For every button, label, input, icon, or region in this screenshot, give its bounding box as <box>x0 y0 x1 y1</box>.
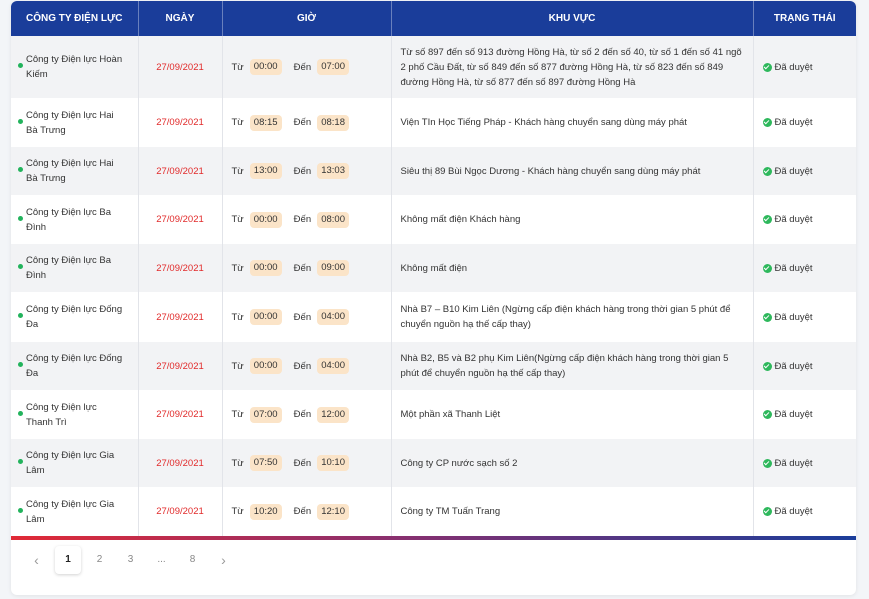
to-label: Đến <box>293 360 312 372</box>
to-time-badge: 08:18 <box>317 115 349 131</box>
to-time-badge: 04:00 <box>317 309 349 325</box>
from-time-badge: 00:00 <box>250 212 282 228</box>
to-label: Đến <box>293 311 312 323</box>
column-header-company: CÔNG TY ĐIỆN LỰC <box>11 1 138 36</box>
company-cell <box>11 390 138 439</box>
check-circle-icon <box>763 264 772 273</box>
area-cell: Không mất điện <box>391 244 753 292</box>
status-badge: Đã duyệt <box>774 165 813 177</box>
to-time-badge: 10:10 <box>317 455 349 471</box>
page-ellipsis: ... <box>157 554 166 565</box>
date-cell: 27/09/2021 <box>138 342 222 390</box>
check-circle-icon <box>763 362 772 371</box>
chevron-right-icon: › <box>221 552 226 568</box>
table-body <box>11 36 856 536</box>
area-cell: Không mất điện Khách hàng <box>391 195 753 244</box>
date-cell: 27/09/2021 <box>138 244 222 292</box>
from-label: Từ <box>231 117 244 128</box>
to-time-badge: 13:03 <box>317 163 349 179</box>
from-time-badge: 00:00 <box>250 309 282 325</box>
page-button[interactable]: 2 <box>96 554 103 565</box>
company-name: Công ty Điện lực Gia Lâm <box>26 498 115 525</box>
status-badge: Đã duyệt <box>774 409 813 420</box>
time-cell <box>222 342 391 390</box>
company-name: Công ty Điện lực Đống Đa <box>26 304 123 330</box>
active-dot-icon <box>18 167 23 172</box>
to-label: Đến <box>293 457 312 469</box>
to-label: Đến <box>293 506 312 517</box>
company-cell <box>11 36 138 98</box>
date-cell: 27/09/2021 <box>138 195 222 244</box>
company-cell <box>11 439 138 487</box>
table-row <box>11 292 856 342</box>
table-row <box>11 487 856 536</box>
status-cell <box>753 36 856 98</box>
company-name: Công ty Điện lực Hai Bà Trưng <box>26 158 114 184</box>
to-label: Đến <box>293 61 312 73</box>
company-name: Công ty Điện lực Hoàn Kiếm <box>26 54 123 80</box>
pagination <box>11 540 856 580</box>
from-label: Từ <box>231 262 244 274</box>
table-header-row <box>11 1 856 36</box>
time-cell <box>222 244 391 292</box>
to-label: Đến <box>293 165 312 177</box>
date-cell: 27/09/2021 <box>138 292 222 342</box>
from-time-badge: 08:15 <box>250 115 282 131</box>
check-circle-icon <box>763 215 772 224</box>
table-row <box>11 342 856 390</box>
status-badge: Đã duyệt <box>774 457 813 469</box>
from-time-badge: 13:00 <box>250 163 282 179</box>
from-label: Từ <box>231 457 244 469</box>
to-label: Đến <box>293 409 312 420</box>
company-name: Công ty Điện lực Đống Đa <box>26 353 123 379</box>
time-cell <box>222 98 391 147</box>
time-cell <box>222 390 391 439</box>
status-badge: Đã duyệt <box>774 61 813 73</box>
outage-schedule-card <box>11 1 856 595</box>
status-badge: Đã duyệt <box>774 506 813 517</box>
from-label: Từ <box>231 506 244 517</box>
from-time-badge: 07:00 <box>250 407 282 423</box>
status-badge: Đã duyệt <box>774 311 813 323</box>
table-row <box>11 195 856 244</box>
company-name: Công ty Điện lực Ba Đình <box>26 255 112 281</box>
from-time-badge: 10:20 <box>250 504 282 520</box>
active-dot-icon <box>18 459 23 464</box>
area-cell: Một phần xã Thanh Liệt <box>391 390 753 439</box>
status-badge: Đã duyệt <box>774 360 813 372</box>
status-cell <box>753 292 856 342</box>
to-time-badge: 12:00 <box>317 407 349 423</box>
table-row <box>11 147 856 195</box>
company-name: Công ty Điện lực Thanh Trì <box>26 401 97 428</box>
company-cell <box>11 487 138 536</box>
next-page-button[interactable] <box>208 546 239 574</box>
active-dot-icon <box>18 119 23 124</box>
company-name: Công ty Điện lực Ba Đình <box>26 206 112 233</box>
company-name: Công ty Điện lực Hai Bà Trưng <box>26 109 114 136</box>
status-badge: Đã duyệt <box>774 214 813 225</box>
time-cell <box>222 439 391 487</box>
table-row <box>11 36 856 98</box>
check-circle-icon <box>763 167 772 176</box>
check-circle-icon <box>763 63 772 72</box>
company-cell <box>11 147 138 195</box>
status-badge: Đã duyệt <box>774 262 813 274</box>
status-cell <box>753 390 856 439</box>
to-time-badge: 09:00 <box>317 260 349 276</box>
status-cell <box>753 195 856 244</box>
active-dot-icon <box>18 411 23 416</box>
company-cell <box>11 244 138 292</box>
company-cell <box>11 342 138 390</box>
from-time-badge: 00:00 <box>250 59 282 75</box>
page-button[interactable]: 1 <box>55 546 81 574</box>
check-circle-icon <box>763 507 772 516</box>
column-header-status: TRẠNG THÁI <box>753 1 856 36</box>
table-row <box>11 244 856 292</box>
check-circle-icon <box>763 459 772 468</box>
company-cell <box>11 98 138 147</box>
from-label: Từ <box>231 61 244 73</box>
to-time-badge: 12:10 <box>317 504 349 520</box>
table-row <box>11 98 856 147</box>
time-cell <box>222 487 391 536</box>
check-circle-icon <box>763 410 772 419</box>
from-label: Từ <box>231 214 244 225</box>
date-cell: 27/09/2021 <box>138 487 222 536</box>
status-cell <box>753 439 856 487</box>
status-badge: Đã duyệt <box>774 117 813 128</box>
check-circle-icon <box>763 118 772 127</box>
status-cell <box>753 98 856 147</box>
to-time-badge: 04:00 <box>317 358 349 374</box>
company-cell <box>11 195 138 244</box>
status-cell <box>753 147 856 195</box>
company-cell <box>11 292 138 342</box>
from-label: Từ <box>231 409 244 420</box>
area-cell: Nhà B7 – B10 Kim Liên (Ngừng cấp điện khách hàng trong thời gian 5 phút để chuyển nguồn hạ thế cấp thay) <box>391 292 753 342</box>
date-cell: 27/09/2021 <box>138 439 222 487</box>
chevron-left-icon: ‹ <box>34 552 39 568</box>
time-cell <box>222 147 391 195</box>
from-time-badge: 00:00 <box>250 260 282 276</box>
area-cell: Từ số 897 đến số 913 đường Hồng Hà, từ số 2 đến số 40, từ số 1 đến số 41 ngõ 2 phố Cầu Đất, từ số 849 đến số 877 đường Hồng Hà, từ số 823 đến số 849 đường Hồng Hà, từ số 877 đến số 897 đường Hồng Hà <box>391 36 753 98</box>
outage-table <box>11 1 856 536</box>
page-button[interactable]: 8 <box>189 554 196 565</box>
active-dot-icon <box>18 264 23 269</box>
date-cell: 27/09/2021 <box>138 147 222 195</box>
active-dot-icon <box>18 63 23 68</box>
date-cell: 27/09/2021 <box>138 98 222 147</box>
from-label: Từ <box>231 165 244 177</box>
company-name: Công ty Điện lực Gia Lâm <box>26 450 115 476</box>
column-header-time: GIỜ <box>222 1 391 36</box>
column-header-area: KHU VỰC <box>391 1 753 36</box>
column-header-date: NGÀY <box>138 1 222 36</box>
page-button[interactable]: 3 <box>127 554 134 565</box>
to-time-badge: 08:00 <box>317 212 349 228</box>
from-time-badge: 00:00 <box>250 358 282 374</box>
prev-page-button[interactable] <box>21 546 52 574</box>
to-label: Đến <box>293 117 312 128</box>
area-cell: Nhà B2, B5 và B2 phụ Kim Liên(Ngừng cấp điện khách hàng trong thời gian 5 phút để chuyển nguồn hạ thế cấp thay) <box>391 342 753 390</box>
active-dot-icon <box>18 216 23 221</box>
status-cell <box>753 244 856 292</box>
from-label: Từ <box>231 360 244 372</box>
table-row <box>11 390 856 439</box>
to-time-badge: 07:00 <box>317 59 349 75</box>
from-label: Từ <box>231 311 244 323</box>
active-dot-icon <box>18 362 23 367</box>
check-circle-icon <box>763 313 772 322</box>
area-cell: Siêu thị 89 Bùi Ngọc Dương - Khách hàng chuyển sang dùng máy phát <box>391 147 753 195</box>
active-dot-icon <box>18 508 23 513</box>
status-cell <box>753 487 856 536</box>
active-dot-icon <box>18 313 23 318</box>
time-cell <box>222 195 391 244</box>
page-list <box>52 546 208 574</box>
time-cell <box>222 36 391 98</box>
area-cell: Công ty TM Tuấn Trang <box>391 487 753 536</box>
time-cell <box>222 292 391 342</box>
date-cell: 27/09/2021 <box>138 390 222 439</box>
area-cell: Viện TIn Học Tiếng Pháp - Khách hàng chuyển sang dùng máy phát <box>391 98 753 147</box>
status-cell <box>753 342 856 390</box>
table-row <box>11 439 856 487</box>
date-cell: 27/09/2021 <box>138 36 222 98</box>
to-label: Đến <box>293 214 312 225</box>
area-cell: Công ty CP nước sạch số 2 <box>391 439 753 487</box>
from-time-badge: 07:50 <box>250 455 282 471</box>
to-label: Đến <box>293 262 312 274</box>
